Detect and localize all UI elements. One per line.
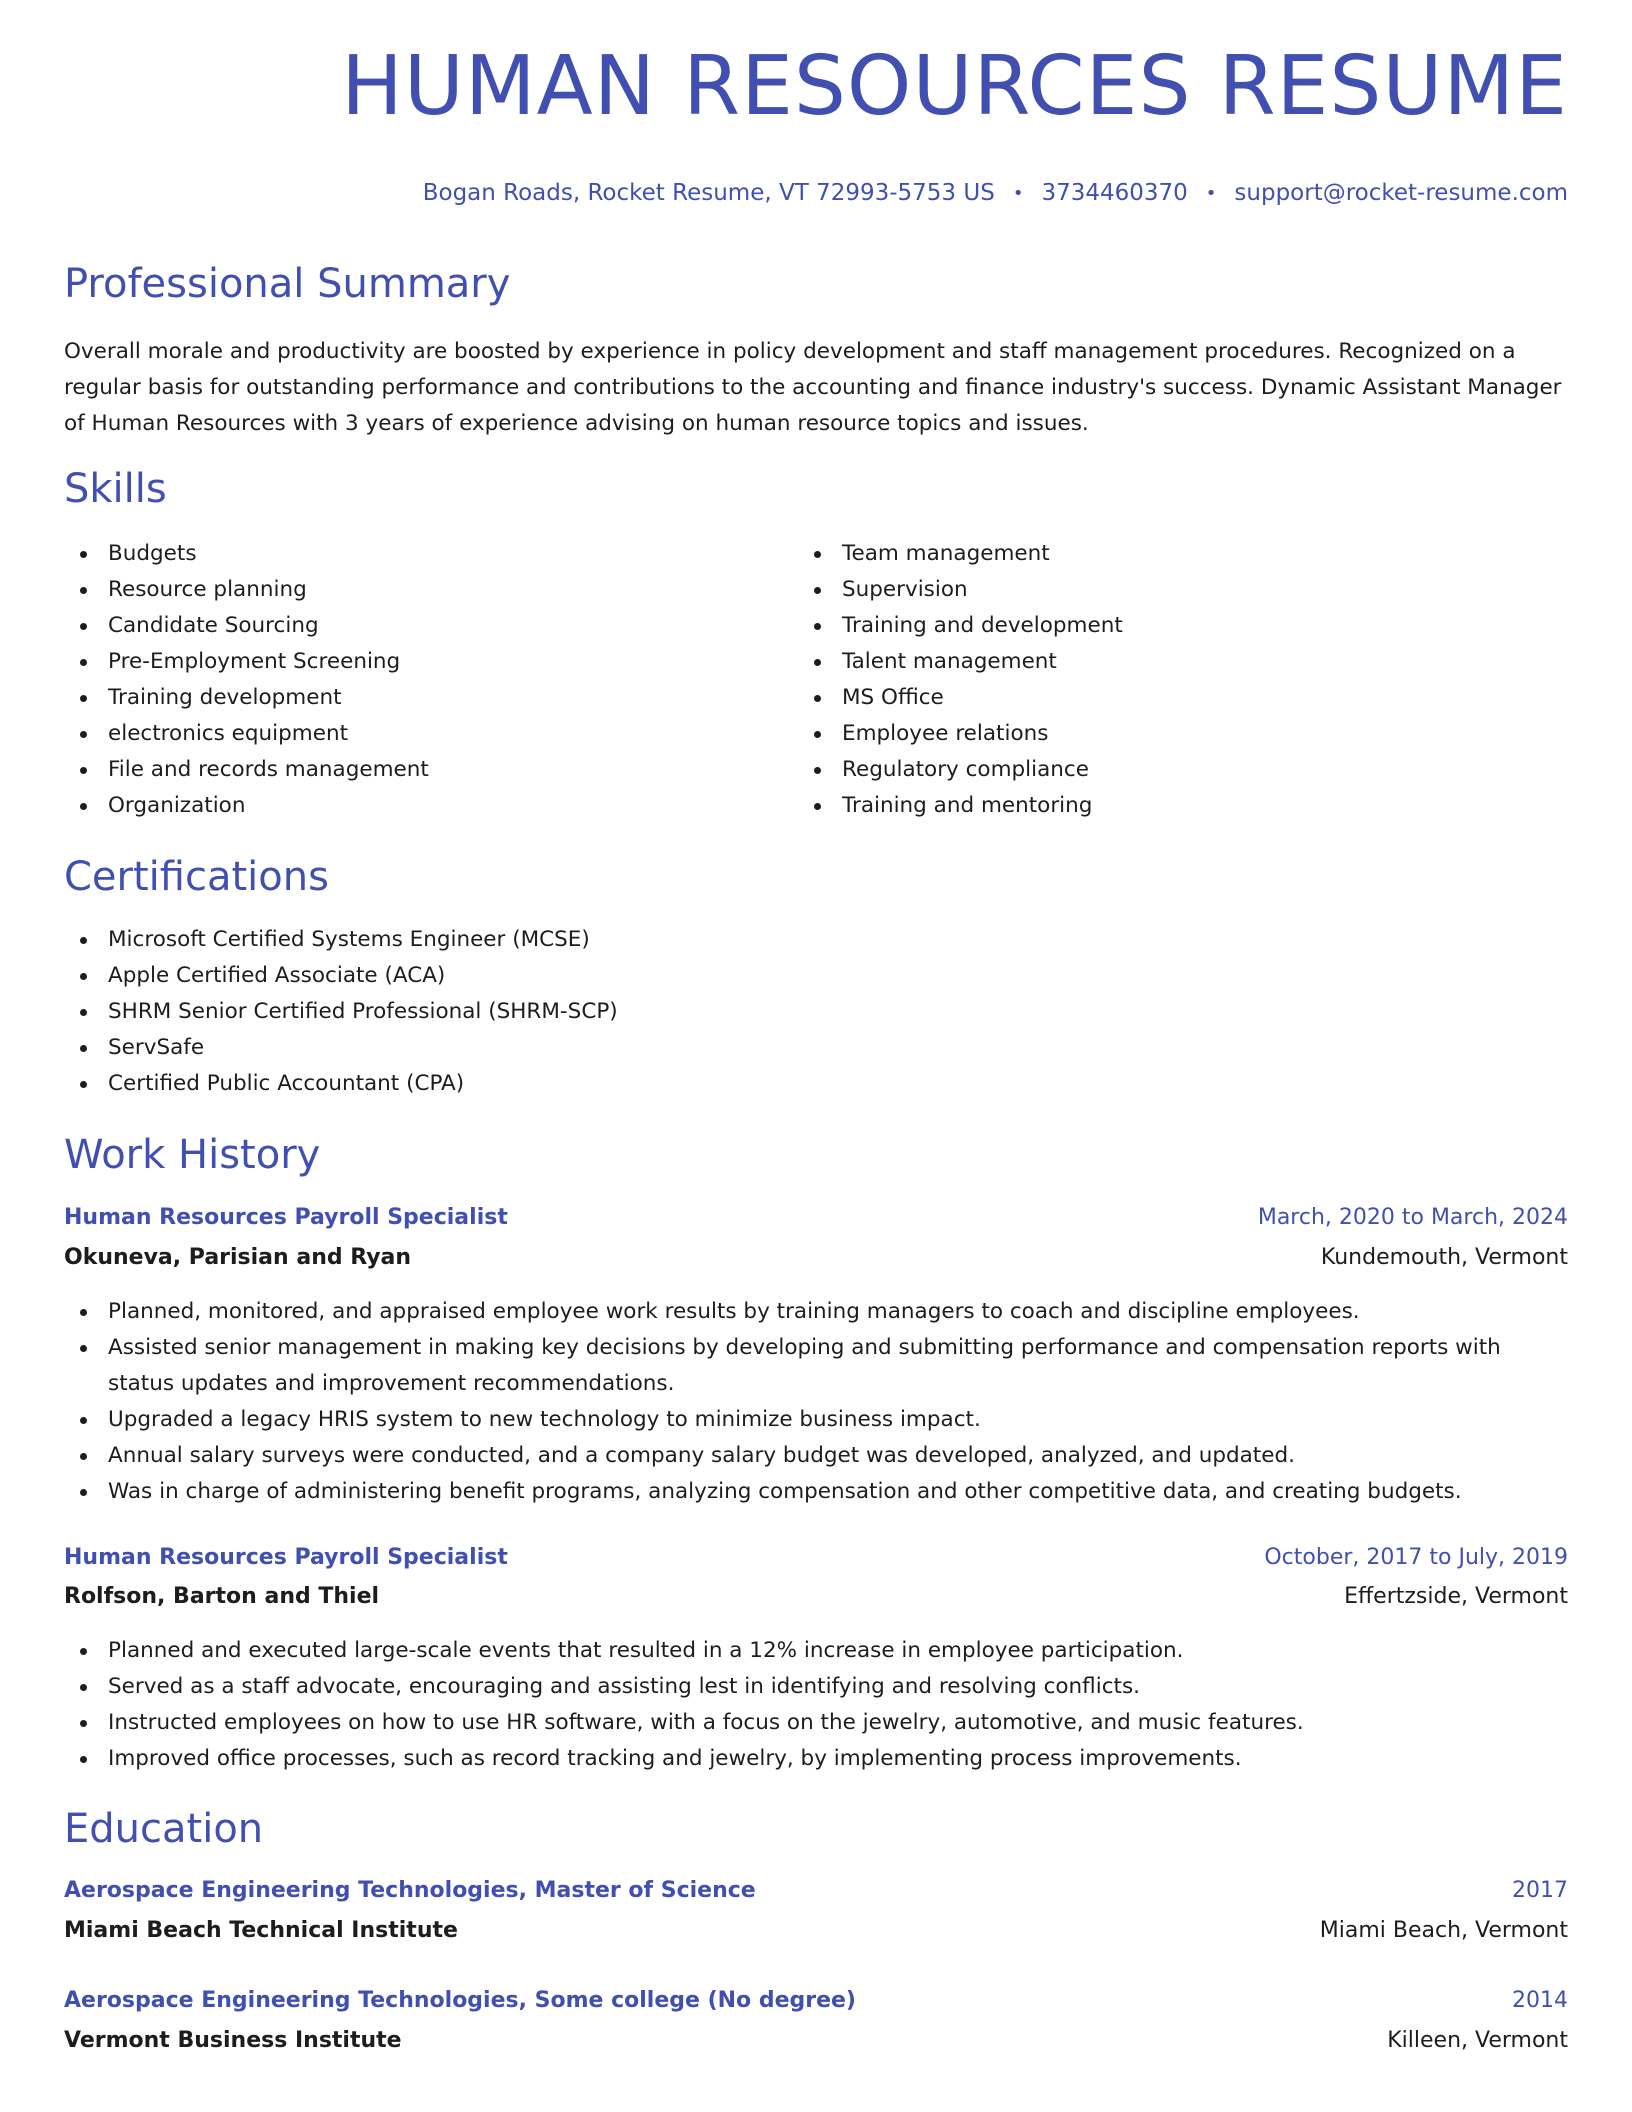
contact-address: Bogan Roads, Rocket Resume, VT 72993-5753 US	[422, 180, 995, 206]
job-company: Okuneva, Parisian and Ryan	[64, 1245, 412, 1270]
education-degree: Aerospace Engineering Technologies, Master of Science	[64, 1878, 756, 1903]
education-degree: Aerospace Engineering Technologies, Some college (No degree)	[64, 1988, 856, 2013]
skill-item: Budgets	[64, 536, 429, 572]
education-year: 2014	[1512, 1988, 1568, 2013]
contact-email: support@rocket-resume.com	[1234, 180, 1568, 206]
education-location: Miami Beach, Vermont	[1319, 1918, 1568, 1943]
skills-heading: Skills	[64, 466, 167, 512]
skill-item: Training and development	[798, 608, 1123, 644]
education-header	[64, 1986, 1568, 2016]
work-history-heading: Work History	[64, 1132, 321, 1178]
resume-title: HUMAN RESOURCES RESUME	[341, 39, 1568, 134]
job-header	[64, 1543, 1568, 1573]
skill-item: Candidate Sourcing	[64, 608, 429, 644]
education-school: Miami Beach Technical Institute	[64, 1918, 458, 1943]
job-title: Human Resources Payroll Specialist	[64, 1205, 508, 1230]
skill-item: Supervision	[798, 572, 1123, 608]
job-duty-item: Planned, monitored, and appraised employee work results by training managers to coach and discipline employees.	[64, 1294, 1568, 1330]
skill-item: Team management	[798, 536, 1123, 572]
job-duty-item: Instructed employees on how to use HR software, with a focus on the jewelry, automotive, and music features.	[64, 1705, 1568, 1741]
job-duty-item: Annual salary surveys were conducted, and a company salary budget was developed, analyzed, and updated.	[64, 1438, 1568, 1474]
education-header	[64, 1876, 1568, 1906]
education-location: Killeen, Vermont	[1387, 2028, 1568, 2053]
skill-item: Resource planning	[64, 572, 429, 608]
skill-item: MS Office	[798, 680, 1123, 716]
job-duty-item: Upgraded a legacy HRIS system to new technology to minimize business impact.	[64, 1402, 1568, 1438]
education-school-row	[64, 2026, 1568, 2056]
job-employer-row	[64, 1243, 1568, 1273]
certification-item: Microsoft Certified Systems Engineer (MCSE)	[64, 922, 618, 958]
education-heading: Education	[64, 1806, 264, 1852]
certification-item: Certified Public Accountant (CPA)	[64, 1066, 618, 1102]
certifications-heading: Certifications	[64, 854, 329, 900]
skills-list-right	[798, 536, 1123, 824]
job-location: Effertzside, Vermont	[1344, 1584, 1568, 1609]
skill-item: Pre-Employment Screening	[64, 644, 429, 680]
job-title: Human Resources Payroll Specialist	[64, 1545, 508, 1570]
education-school-row	[64, 1916, 1568, 1946]
bullet-separator: •	[1012, 182, 1024, 204]
skill-item: Training and mentoring	[798, 788, 1123, 824]
skill-item: Employee relations	[798, 716, 1123, 752]
contact-phone: 3734460370	[1041, 180, 1188, 206]
job-duty-item: Assisted senior management in making key decisions by developing and submitting performance and compensation reports with status updates and improvement recommendations.	[64, 1330, 1568, 1402]
job-duties-list	[64, 1633, 1568, 1777]
certifications-list	[64, 922, 618, 1102]
summary-text: Overall morale and productivity are boosted by experience in policy development and staff management procedures. Recognized on a regular basis for outstanding performance and contributions to the accounting and finance industry's success. Dynamic Assistant Manager of Human Resources with 3 years of experience advising on human resource topics and issues.	[64, 339, 1562, 436]
skill-item: Regulatory compliance	[798, 752, 1123, 788]
job-duties-list	[64, 1294, 1568, 1510]
job-dates: October, 2017 to July, 2019	[1264, 1545, 1568, 1570]
contact-line	[423, 180, 1568, 206]
job-duty-item: Improved office processes, such as record tracking and jewelry, by implementing process improvements.	[64, 1741, 1568, 1777]
skill-item: Talent management	[798, 644, 1123, 680]
job-employer-row	[64, 1582, 1568, 1612]
skills-list-left	[64, 536, 429, 824]
job-company: Rolfson, Barton and Thiel	[64, 1584, 380, 1609]
skill-item: electronics equipment	[64, 716, 429, 752]
education-school: Vermont Business Institute	[64, 2028, 402, 2053]
skill-item: Training development	[64, 680, 429, 716]
bullet-separator: •	[1205, 182, 1217, 204]
skill-item: File and records management	[64, 752, 429, 788]
certification-item: ServSafe	[64, 1030, 618, 1066]
skill-item: Organization	[64, 788, 429, 824]
certification-item: SHRM Senior Certified Professional (SHRM-SCP)	[64, 994, 618, 1030]
job-header	[64, 1203, 1568, 1233]
job-duty-item: Was in charge of administering benefit programs, analyzing compensation and other competitive data, and creating budgets.	[64, 1474, 1568, 1510]
job-location: Kundemouth, Vermont	[1320, 1245, 1568, 1270]
education-year: 2017	[1512, 1878, 1568, 1903]
job-dates: March, 2020 to March, 2024	[1257, 1205, 1568, 1230]
job-duty-item: Served as a staff advocate, encouraging and assisting lest in identifying and resolving conflicts.	[64, 1669, 1568, 1705]
summary-heading: Professional Summary	[64, 261, 511, 307]
certification-item: Apple Certified Associate (ACA)	[64, 958, 618, 994]
job-duty-item: Planned and executed large-scale events that resulted in a 12% increase in employee participation.	[64, 1633, 1568, 1669]
